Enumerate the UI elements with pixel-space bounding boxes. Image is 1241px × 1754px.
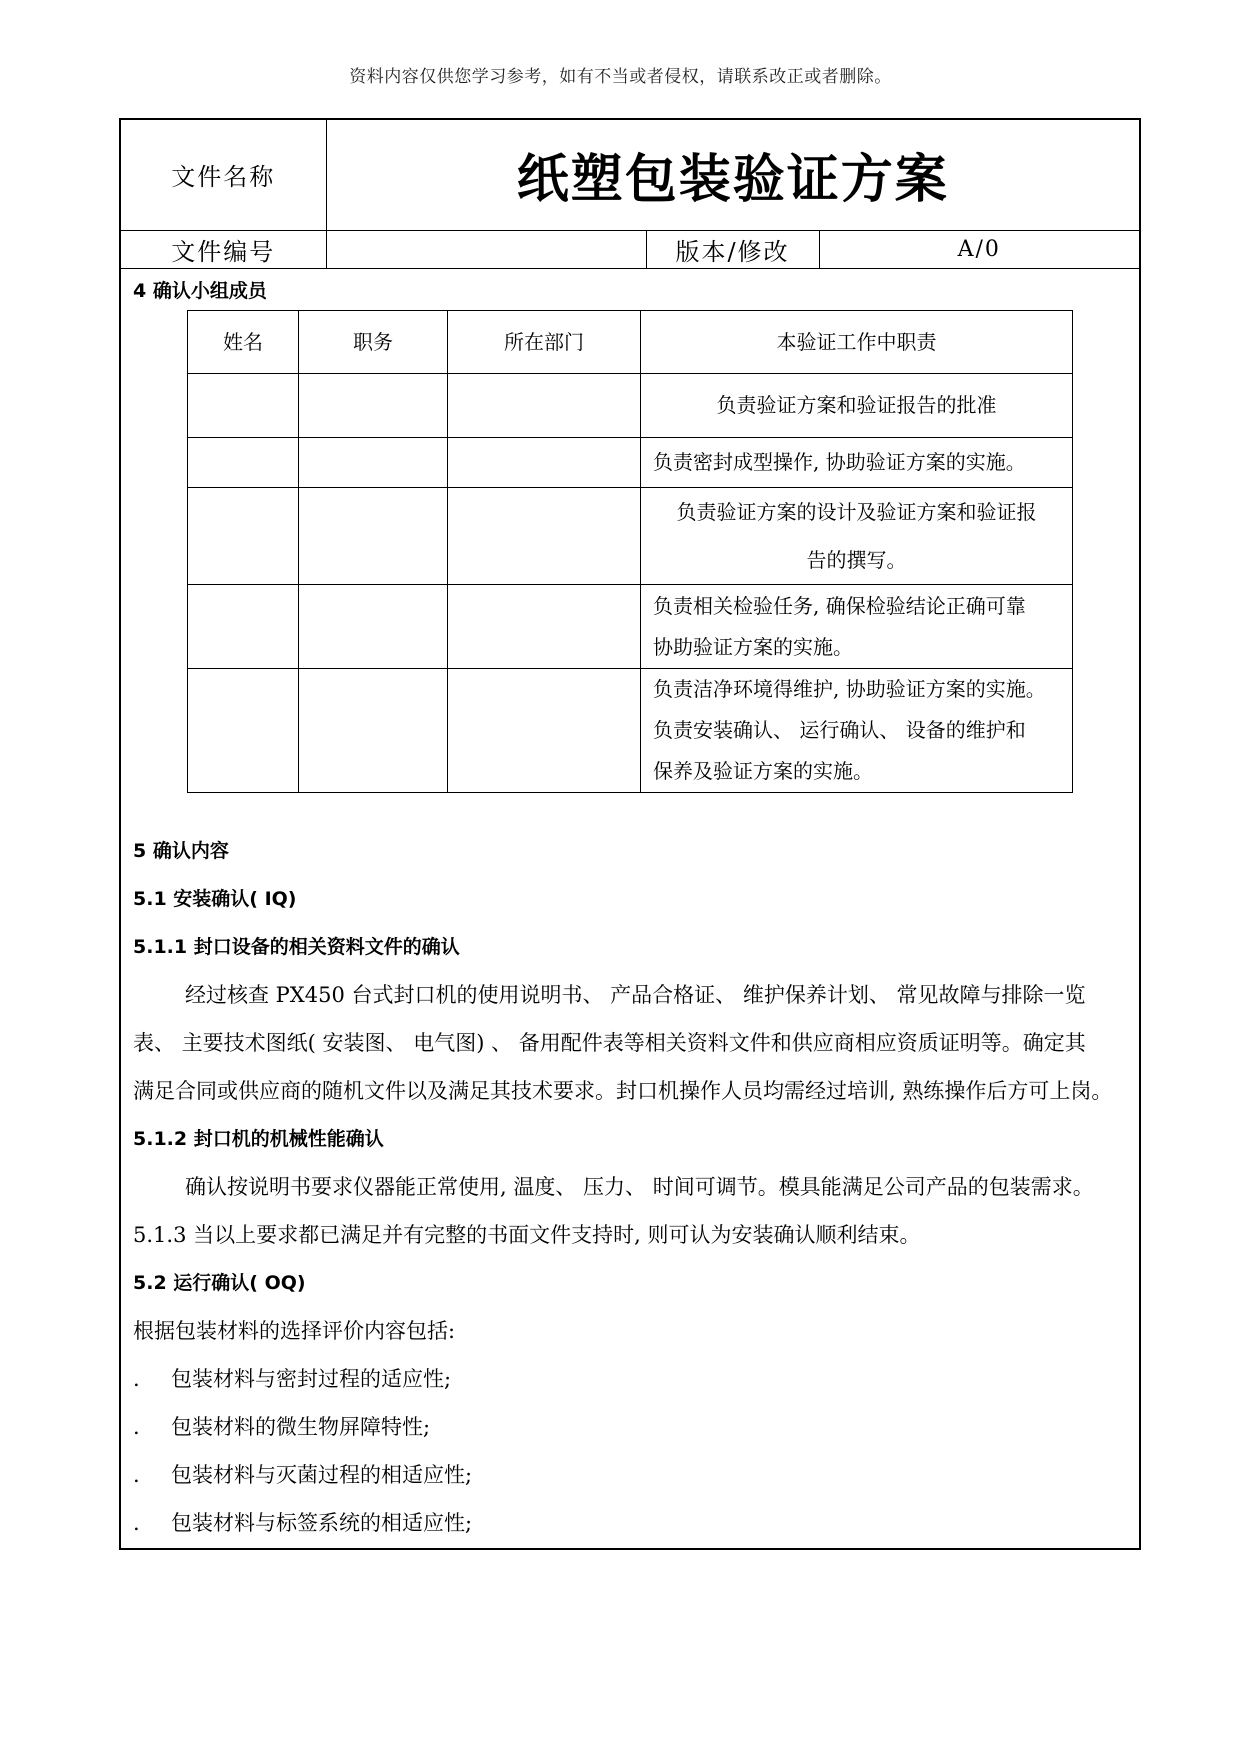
section-5-2-intro: 根据包装材料的选择评价内容包括: [133,1319,456,1343]
member-duties-cell [641,374,1073,438]
member-position-cell [299,438,448,488]
section-5-1-1-line: 经过核查 PX450 台式封口机的使用说明书、 产品合格证、 维护保养计划、 常见故障与排除一览 [185,983,1086,1007]
list-item [133,1403,1133,1451]
section-5-2-heading: 5.2 运行确认( OQ) [133,1272,306,1294]
file-number-value [326,230,646,268]
file-number-label: 文件编号 [121,230,326,268]
section-5-1-2-text: 确认按说明书要求仪器能正常使用, 温度、 压力、 时间可调节。模具能满足公司产品的包装需求。 [185,1175,1094,1199]
document-frame [119,118,1141,1550]
col-header-position: 职务 [299,311,448,374]
bullet-mark: . [133,1367,140,1391]
table-row [188,374,1073,438]
member-name-cell [188,669,299,793]
member-department-cell [448,669,641,793]
version-value: A/0 [819,230,1139,268]
table-row [188,585,1073,669]
version-label: 版本/修改 [646,230,819,268]
bullet-mark: . [133,1463,140,1487]
col-header-name: 姓名 [188,311,299,374]
member-position-cell [299,585,448,669]
member-duties-cell [641,585,1073,669]
document-header-table [121,120,1139,269]
member-duties-cell [641,669,1073,793]
section-5-1-heading: 5.1 安装确认( IQ) [133,888,297,910]
bullet-mark: . [133,1511,140,1535]
file-name-label: 文件名称 [121,120,326,230]
member-position-cell [299,374,448,438]
member-department-cell [448,374,641,438]
list-item [133,1499,1133,1547]
list-item-text: 包装材料与密封过程的适应性; [171,1367,452,1391]
col-header-duties: 本验证工作中职责 [641,311,1073,374]
member-position-cell [299,669,448,793]
duty-line: 负责安装确认、 运行确认、 设备的维护和 [653,718,1026,742]
duty-line: 负责密封成型操作, 协助验证方案的实施。 [653,450,1026,474]
section-5-1-1-line: 满足合同或供应商的随机文件以及满足其技术要求。封口机操作人员均需经过培训, 熟练操作后方可上岗。 [133,1079,1113,1103]
team-members-table [187,310,1073,793]
list-item-text: 包装材料与标签系统的相适应性; [171,1511,473,1535]
member-department-cell [448,438,641,488]
watermark-text: 资料内容仅供您学习参考，如有不当或者侵权，请联系改正或者删除。 [349,67,892,87]
duty-line: 负责验证方案的设计及验证方案和验证报 [676,500,1037,524]
member-position-cell [299,488,448,585]
duty-line: 协助验证方案的实施。 [653,634,853,659]
table-row [188,438,1073,488]
member-department-cell [448,488,641,585]
duty-line: 负责洁净环境得维护, 协助验证方案的实施。 [653,677,1046,701]
duty-line: 负责验证方案和验证报告的批准 [716,393,997,417]
list-item [133,1355,1133,1403]
col-header-department: 所在部门 [448,311,641,374]
section-5-1-2-heading: 5.1.2 封口机的机械性能确认 [133,1128,384,1150]
table-row [188,488,1073,585]
document-body [133,278,1133,1547]
list-item [133,1451,1133,1499]
bullet-mark: . [133,1415,140,1439]
duty-line: 保养及验证方案的实施。 [653,759,873,783]
section-4-heading: 4 确认小组成员 [133,280,267,302]
member-name-cell [188,585,299,669]
document-title: 纸塑包装验证方案 [326,120,1139,230]
table-row [188,669,1073,793]
section-5-1-1-line: 表、 主要技术图纸( 安装图、 电气图) 、 备用配件表等相关资料文件和供应商相应资质证明等。确定其 [133,1031,1086,1055]
duty-line: 负责相关检验任务, 确保检验结论正确可靠 [653,593,1026,618]
section-5-1-3-text: 5.1.3 当以上要求都已满足并有完整的书面文件支持时, 则可认为安装确认顺利结束。 [133,1223,921,1247]
list-item-text: 包装材料的微生物屏障特性; [171,1415,431,1439]
list-item-text: 包装材料与灭菌过程的相适应性; [171,1463,473,1487]
section-5-heading: 5 确认内容 [133,840,229,862]
member-department-cell [448,585,641,669]
duty-line: 告的撰写。 [806,548,907,572]
member-name-cell [188,438,299,488]
member-duties-cell [641,488,1073,585]
section-5-1-1-heading: 5.1.1 封口设备的相关资料文件的确认 [133,936,460,958]
member-name-cell [188,374,299,438]
member-name-cell [188,488,299,585]
member-duties-cell [641,438,1073,488]
